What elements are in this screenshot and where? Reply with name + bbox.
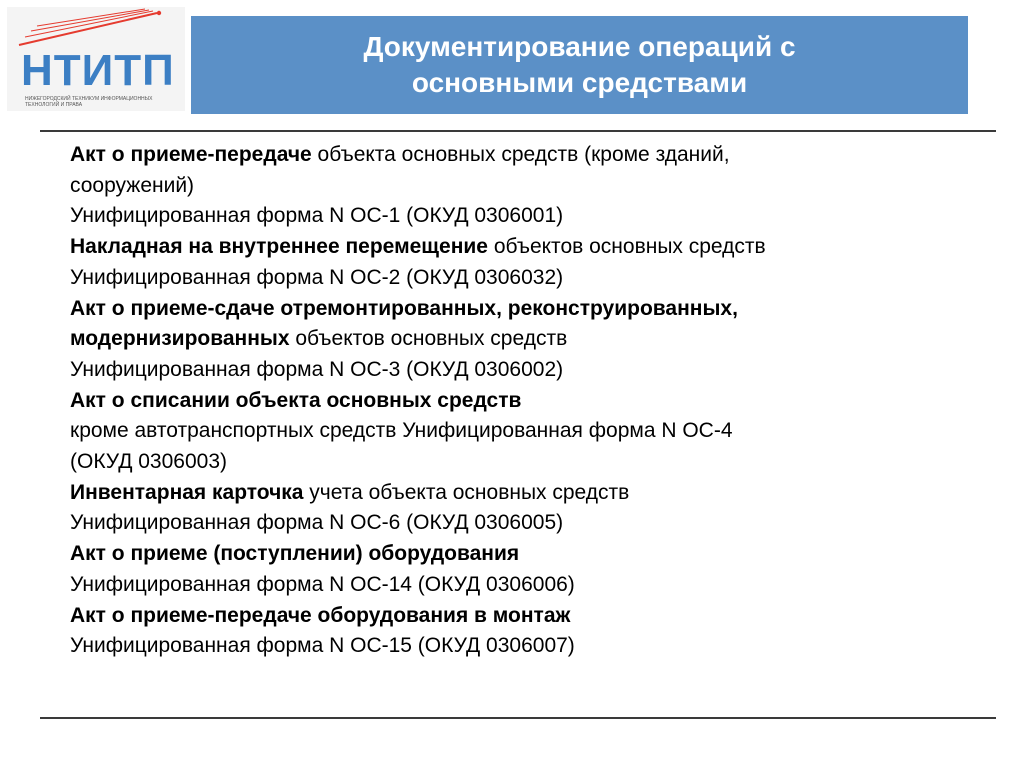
- logo-subtitle: НИЖЕГОРОДСКИЙ ТЕХНИКУМ ИНФОРМАЦИОННЫХ ТЕХНОЛОГИЙ И ПРАВА: [25, 96, 153, 108]
- content-line: [70, 294, 950, 325]
- content-line: [70, 539, 950, 570]
- line-bold-text: модернизированных: [70, 327, 290, 351]
- title-banner: [191, 16, 968, 114]
- line-text: Унифицированная форма N ОС-15 (ОКУД 0306007): [70, 634, 575, 658]
- line-text: объектов основных средств: [289, 327, 568, 351]
- line-text: Унифицированная форма N ОС-14 (ОКУД 0306006): [70, 572, 575, 596]
- line-bold-text: Акт о приеме-передаче оборудования в монтаж: [70, 603, 571, 627]
- content-line: [70, 355, 950, 386]
- content-line: [70, 171, 950, 202]
- slide-title: Документирование операций с основными средствами: [363, 31, 796, 98]
- content-line: [70, 416, 950, 447]
- line-bold-text: Акт о приеме-сдаче отремонтированных, реконструированных,: [70, 296, 738, 320]
- line-bold-text: Накладная на внутреннее перемещение: [70, 235, 488, 259]
- content-line: [70, 140, 950, 171]
- content-line: [70, 478, 950, 509]
- line-text: сооружений): [70, 173, 195, 197]
- content-line: [70, 447, 950, 478]
- content-line: [70, 508, 950, 539]
- content-line: [70, 601, 950, 632]
- top-divider: [40, 130, 996, 132]
- line-text: (ОКУД 0306003): [70, 450, 227, 474]
- content-line: [70, 324, 950, 355]
- content-line: [70, 570, 950, 601]
- content-line: [70, 386, 950, 417]
- line-text: кроме автотранспортных средств Унифицированная форма N ОС-4: [70, 419, 733, 443]
- content-line: [70, 232, 950, 263]
- organization-logo: [7, 7, 185, 111]
- content-line: [70, 263, 950, 294]
- line-bold-text: Акт о списании объекта основных средств: [70, 388, 522, 412]
- line-text: Унифицированная форма N ОС-6 (ОКУД 0306005): [70, 511, 564, 535]
- content-line: [70, 201, 950, 232]
- line-text: Унифицированная форма N ОС-1 (ОКУД 0306001): [70, 204, 564, 228]
- bottom-divider: [40, 717, 996, 719]
- line-text: объектов основных средств: [487, 235, 766, 259]
- content-line: [70, 631, 950, 662]
- line-text: Унифицированная форма N ОС-2 (ОКУД 0306032): [70, 265, 564, 289]
- line-bold-text: Акт о приеме (поступлении) оборудования: [70, 542, 520, 566]
- line-text: объекта основных средств (кроме зданий,: [311, 143, 730, 166]
- line-bold-text: Акт о приеме-передаче: [70, 143, 312, 166]
- line-bold-text: Инвентарная карточка: [70, 480, 304, 504]
- document-list: [70, 140, 950, 662]
- logo-text: НТИТП: [21, 46, 175, 95]
- line-text: учета объекта основных средств: [303, 480, 630, 504]
- line-text: Унифицированная форма N ОС-3 (ОКУД 0306002): [70, 357, 564, 381]
